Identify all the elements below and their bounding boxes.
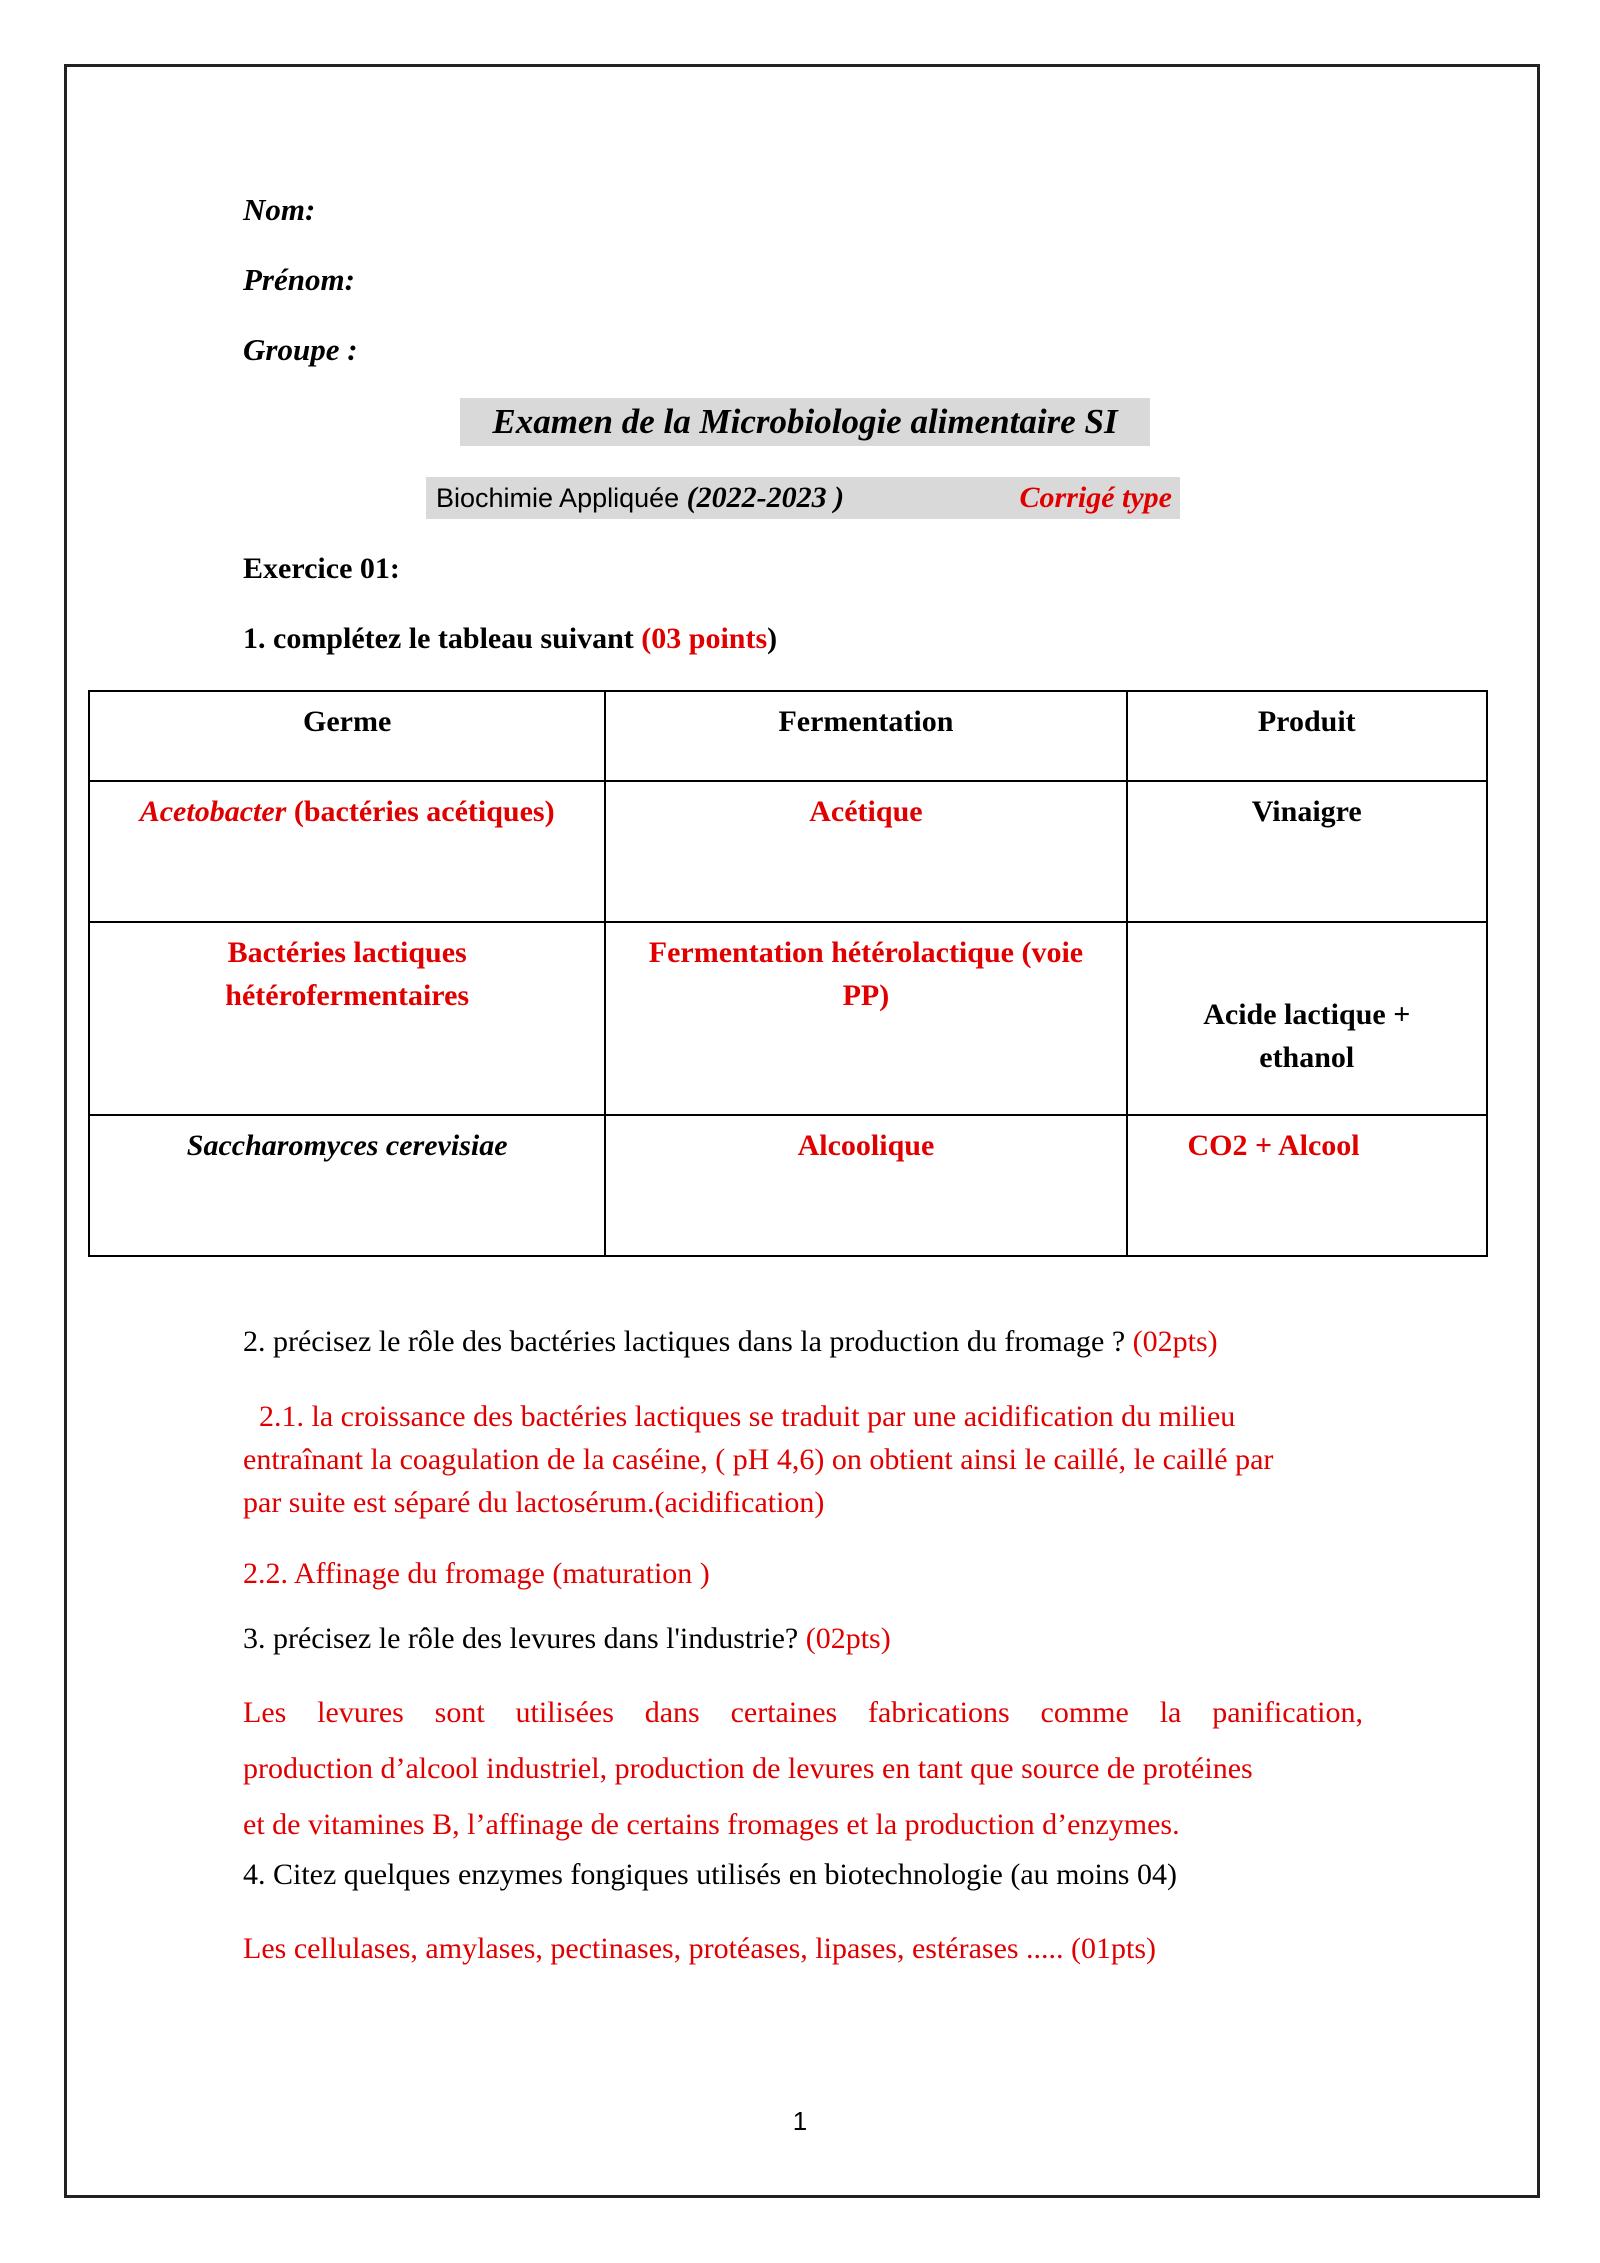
page-number: 1	[792, 2106, 808, 2136]
answer-line: par suite est séparé du lactosérum.(acidification)	[243, 1486, 825, 1519]
cell-line: PP)	[842, 979, 890, 1012]
cell-produit: CO2 + Alcool	[1127, 1115, 1487, 1256]
answer-line: entraînant la coagulation de la caséine, ( pH 4,6) on obtient ainsi le caillé, le caillé par	[243, 1443, 1274, 1476]
answer-line: 2.1. la croissance des bactéries lactiques se traduit par une acidification du milieu	[259, 1400, 1236, 1433]
question-1-text: 1. complétez le tableau suivant	[243, 622, 642, 655]
cell-fermentation	[605, 922, 1126, 1115]
fermentation-table	[88, 690, 1488, 1257]
academic-year: (2022-2023 )	[686, 481, 845, 514]
answer-line: Les levures sont utilisées dans certaines fabrications comme la panification,	[243, 1696, 1363, 1729]
question-2	[243, 1325, 1218, 1359]
answer-3	[243, 1685, 1363, 1853]
table-row	[89, 922, 1487, 1115]
answer-2-1	[243, 1395, 1363, 1524]
exercise-heading: Exercice 01:	[243, 552, 400, 585]
question-1-close: )	[767, 622, 778, 655]
question-4: 4. Citez quelques enzymes fongiques utilisés en biotechnologie (au moins 04)	[243, 1858, 1177, 1891]
cell-line: Fermentation hétérolactique (voie	[648, 936, 1084, 969]
prenom-label: Prénom:	[243, 262, 355, 297]
cell-line: Bactéries lactiques	[227, 936, 467, 969]
question-3-points: (02pts)	[805, 1622, 891, 1655]
groupe-label: Groupe :	[243, 332, 358, 367]
cell-germe: Saccharomyces cerevisiae	[89, 1115, 605, 1256]
question-2-text: 2. précisez le rôle des bactéries lactiques dans la production du fromage ?	[243, 1325, 1133, 1358]
table-row	[89, 1115, 1487, 1256]
cell-germe	[89, 922, 605, 1115]
question-2-points: (02pts)	[1132, 1325, 1218, 1358]
answer-line: production d’alcool industriel, production de levures en tant que source de protéines	[243, 1752, 1253, 1785]
program-name: Biochimie Appliquée	[436, 483, 680, 513]
header-germe: Germe	[89, 691, 605, 781]
table-row	[89, 781, 1487, 922]
exam-subtitle	[426, 477, 1180, 519]
cell-line: ethanol	[1259, 1041, 1355, 1074]
cell-produit	[1127, 922, 1487, 1115]
answer-line: et de vitamines B, l’affinage de certains fromages et la production d’enzymes.	[243, 1808, 1180, 1841]
cell-line: Acide lactique +	[1203, 998, 1411, 1031]
acetobacter-desc: (bactéries acétiques)	[286, 795, 555, 828]
acetobacter-name: Acetobacter	[139, 795, 287, 828]
question-3	[243, 1622, 891, 1656]
nom-label: Nom:	[243, 192, 316, 227]
question-1-points: (03 points	[641, 622, 768, 655]
answer-key-label: Corrigé type	[1019, 481, 1172, 514]
cell-line: hétérofermentaires	[225, 979, 470, 1012]
cell-fermentation: Alcoolique	[605, 1115, 1126, 1256]
header-fermentation: Fermentation	[605, 691, 1126, 781]
exam-title: Examen de la Microbiologie alimentaire SI	[460, 398, 1150, 446]
table-header-row	[89, 691, 1487, 781]
cell-fermentation: Acétique	[605, 781, 1126, 922]
cell-produit: Vinaigre	[1127, 781, 1487, 922]
cell-germe	[89, 781, 605, 922]
answer-4: Les cellulases, amylases, pectinases, protéases, lipases, estérases ..... (01pts)	[243, 1932, 1157, 1965]
answer-2-2: 2.2. Affinage du fromage (maturation )	[243, 1557, 710, 1590]
question-3-text: 3. précisez le rôle des levures dans l'industrie?	[243, 1622, 806, 1655]
header-produit: Produit	[1127, 691, 1487, 781]
question-1	[243, 622, 777, 656]
